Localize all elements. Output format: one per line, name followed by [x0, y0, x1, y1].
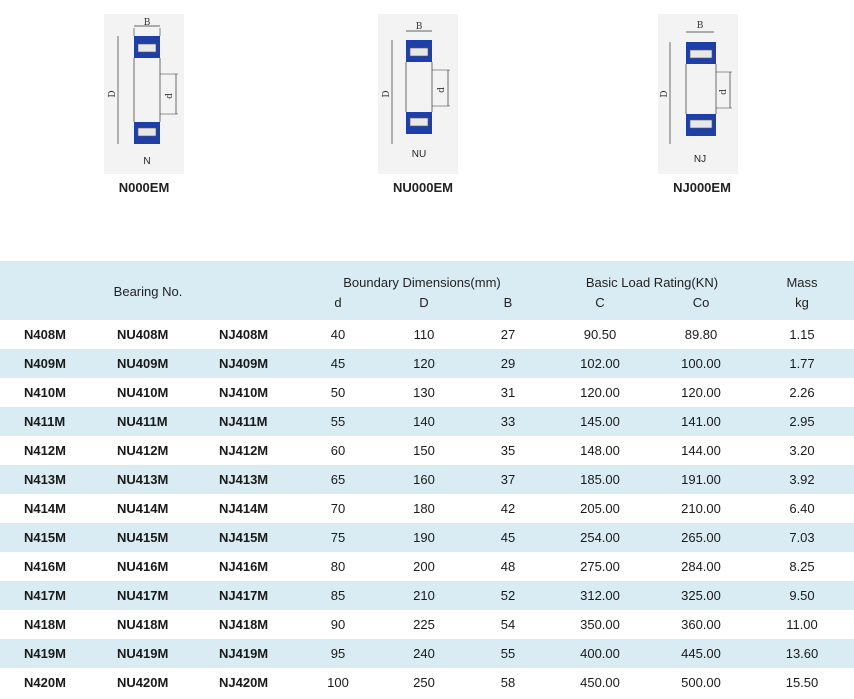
cell-nu: NU414M	[117, 501, 169, 516]
cell-nu: NU412M	[117, 443, 169, 458]
cell-nu: NU419M	[117, 646, 169, 661]
cell-nj: NJ415M	[219, 530, 269, 545]
cell-mass: 9.50	[789, 588, 815, 603]
cell-b: 48	[500, 559, 516, 574]
header-mass: Mass	[786, 275, 818, 290]
cell-nj: NJ409M	[219, 356, 269, 371]
cell-d: 40	[330, 327, 346, 342]
cell-co: 191.00	[681, 472, 721, 487]
cell-co: 360.00	[681, 617, 721, 632]
cell-b: 58	[500, 675, 516, 690]
cell-nj: NJ418M	[219, 617, 269, 632]
svg-text:d: d	[719, 89, 729, 95]
cell-d: 70	[330, 501, 346, 516]
cell-nj: NJ419M	[219, 646, 269, 661]
cell-co: 141.00	[681, 414, 721, 429]
bearing-n-drawing	[104, 14, 184, 174]
cell-b: 27	[500, 327, 516, 342]
cell-d: 250	[413, 675, 435, 690]
cell-n: N410M	[24, 385, 66, 400]
cell-n: N418M	[24, 617, 66, 632]
table-row	[0, 465, 854, 494]
cell-c: 102.00	[580, 356, 620, 371]
cell-b: 42	[500, 501, 516, 516]
cell-d: 110	[413, 327, 435, 342]
cell-b: 33	[500, 414, 516, 429]
cell-nj: NJ420M	[219, 675, 269, 690]
table-row	[0, 523, 854, 552]
cell-co: 500.00	[681, 675, 721, 690]
cell-c: 350.00	[580, 617, 620, 632]
cell-d: 210	[413, 588, 435, 603]
cell-c: 450.00	[580, 675, 620, 690]
table-row	[0, 581, 854, 610]
cell-nu: NU408M	[117, 327, 169, 342]
header-C: C	[595, 295, 605, 310]
cell-n: N419M	[24, 646, 66, 661]
cell-nj: NJ414M	[219, 501, 269, 516]
cell-d: 55	[330, 414, 346, 429]
table-row	[0, 639, 854, 668]
cell-nj: NJ416M	[219, 559, 269, 574]
cell-n: N420M	[24, 675, 66, 690]
cell-co: 144.00	[681, 443, 721, 458]
header-B: B	[503, 295, 513, 310]
cell-n: N413M	[24, 472, 66, 487]
cell-c: 90.50	[583, 327, 617, 342]
cell-c: 205.00	[580, 501, 620, 516]
cell-nu: NU416M	[117, 559, 169, 574]
cell-n: N408M	[24, 327, 66, 342]
bearing-spec-table	[0, 261, 854, 697]
cell-b: 29	[500, 356, 516, 371]
table-row	[0, 610, 854, 639]
diagram-caption-nj: NJ000EM	[673, 180, 731, 195]
svg-text:NJ: NJ	[693, 154, 707, 165]
cell-mass: 8.25	[789, 559, 815, 574]
cell-d: 140	[413, 414, 435, 429]
cell-mass: 3.20	[789, 443, 815, 458]
cell-n: N417M	[24, 588, 66, 603]
cell-b: 54	[500, 617, 516, 632]
cell-nu: NU409M	[117, 356, 169, 371]
header-D: D	[419, 295, 429, 310]
table-row	[0, 407, 854, 436]
cell-d: 225	[413, 617, 435, 632]
cell-d: 50	[330, 385, 346, 400]
table-row	[0, 552, 854, 581]
cell-co: 210.00	[681, 501, 721, 516]
bearing-diagram-n	[104, 14, 184, 174]
cell-d: 95	[330, 646, 346, 661]
cell-co: 265.00	[681, 530, 721, 545]
cell-d: 120	[413, 356, 435, 371]
cell-co: 284.00	[681, 559, 721, 574]
table-header	[0, 261, 854, 320]
svg-text:D: D	[382, 90, 392, 98]
bearing-nj-drawing	[658, 14, 738, 174]
cell-d: 45	[330, 356, 346, 371]
cell-c: 185.00	[580, 472, 620, 487]
cell-nu: NU420M	[117, 675, 169, 690]
table-row	[0, 378, 854, 407]
cell-nj: NJ411M	[219, 414, 268, 429]
cell-mass: 6.40	[789, 501, 815, 516]
cell-d: 240	[413, 646, 435, 661]
cell-d: 200	[413, 559, 435, 574]
svg-text:NU: NU	[411, 149, 427, 160]
cell-co: 89.80	[684, 327, 718, 342]
cell-d: 150	[413, 443, 435, 458]
cell-co: 445.00	[681, 646, 721, 661]
cell-c: 254.00	[580, 530, 620, 545]
cell-n: N409M	[24, 356, 66, 371]
cell-mass: 3.92	[789, 472, 815, 487]
cell-nu: NU415M	[117, 530, 169, 545]
table-row	[0, 436, 854, 465]
cell-n: N412M	[24, 443, 66, 458]
cell-nj: NJ413M	[219, 472, 269, 487]
table-row	[0, 494, 854, 523]
diagram-caption-n: N000EM	[118, 180, 170, 195]
cell-c: 120.00	[580, 385, 620, 400]
cell-b: 31	[500, 385, 516, 400]
cell-c: 275.00	[580, 559, 620, 574]
cell-mass: 15.50	[785, 675, 819, 690]
cell-mass: 7.03	[789, 530, 815, 545]
cell-nu: NU410M	[117, 385, 169, 400]
header-mass-unit: kg	[795, 295, 809, 310]
cell-nj: NJ412M	[219, 443, 269, 458]
cell-c: 148.00	[580, 443, 620, 458]
cell-co: 325.00	[681, 588, 721, 603]
cell-nj: NJ410M	[219, 385, 269, 400]
cell-n: N414M	[24, 501, 66, 516]
table-row	[0, 349, 854, 378]
cell-d: 180	[413, 501, 435, 516]
header-d: d	[334, 295, 342, 310]
cell-b: 52	[500, 588, 516, 603]
cell-mass: 11.00	[786, 617, 818, 632]
cell-d: 90	[330, 617, 346, 632]
cell-d: 75	[330, 530, 346, 545]
header-Co: Co	[692, 295, 710, 310]
svg-text:B: B	[415, 22, 423, 32]
cell-d: 85	[330, 588, 346, 603]
cell-nu: NU413M	[117, 472, 169, 487]
header-load-rating: Basic Load Rating(KN)	[585, 275, 719, 290]
svg-text:D: D	[660, 90, 670, 98]
cell-b: 35	[500, 443, 516, 458]
cell-n: N411M	[24, 414, 66, 429]
cell-mass: 1.15	[789, 327, 815, 342]
cell-mass: 13.60	[785, 646, 819, 661]
cell-c: 145.00	[580, 414, 620, 429]
cell-mass: 2.26	[789, 385, 815, 400]
cell-d: 80	[330, 559, 346, 574]
cell-c: 312.00	[580, 588, 620, 603]
cell-co: 120.00	[681, 385, 721, 400]
cell-nj: NJ417M	[219, 588, 269, 603]
table-row	[0, 668, 854, 697]
cell-mass: 2.95	[789, 414, 815, 429]
cell-co: 100.00	[681, 356, 721, 371]
cell-nu: NU417M	[117, 588, 169, 603]
cell-n: N415M	[24, 530, 66, 545]
header-bearing-no: Bearing No.	[113, 284, 183, 299]
bearing-diagram-nj	[658, 14, 738, 174]
svg-text:B: B	[696, 21, 704, 31]
cell-nu: NU418M	[117, 617, 169, 632]
cell-d: 130	[413, 385, 435, 400]
svg-text:d: d	[165, 93, 175, 99]
cell-n: N416M	[24, 559, 66, 574]
cell-d: 60	[330, 443, 346, 458]
cell-d: 65	[330, 472, 346, 487]
cell-d: 100	[327, 675, 349, 690]
dim-b-label: B	[143, 18, 151, 28]
diagram-caption-nu: NU000EM	[393, 180, 453, 195]
header-boundary-dimensions: Boundary Dimensions(mm)	[343, 275, 501, 290]
svg-text:d: d	[437, 87, 447, 93]
cell-nj: NJ408M	[219, 327, 269, 342]
cell-d: 160	[413, 472, 435, 487]
bearing-nu-drawing	[378, 14, 458, 174]
diagram-sub-label: N	[143, 156, 151, 167]
cell-b: 55	[500, 646, 516, 661]
cell-b: 37	[500, 472, 516, 487]
cell-c: 400.00	[580, 646, 620, 661]
bearing-diagram-nu	[378, 14, 458, 174]
table-body	[0, 320, 854, 697]
cell-b: 45	[500, 530, 516, 545]
cell-d: 190	[413, 530, 435, 545]
cell-nu: NU411M	[117, 414, 168, 429]
table-row	[0, 320, 854, 349]
cell-mass: 1.77	[789, 356, 815, 371]
svg-text:D: D	[108, 90, 118, 98]
